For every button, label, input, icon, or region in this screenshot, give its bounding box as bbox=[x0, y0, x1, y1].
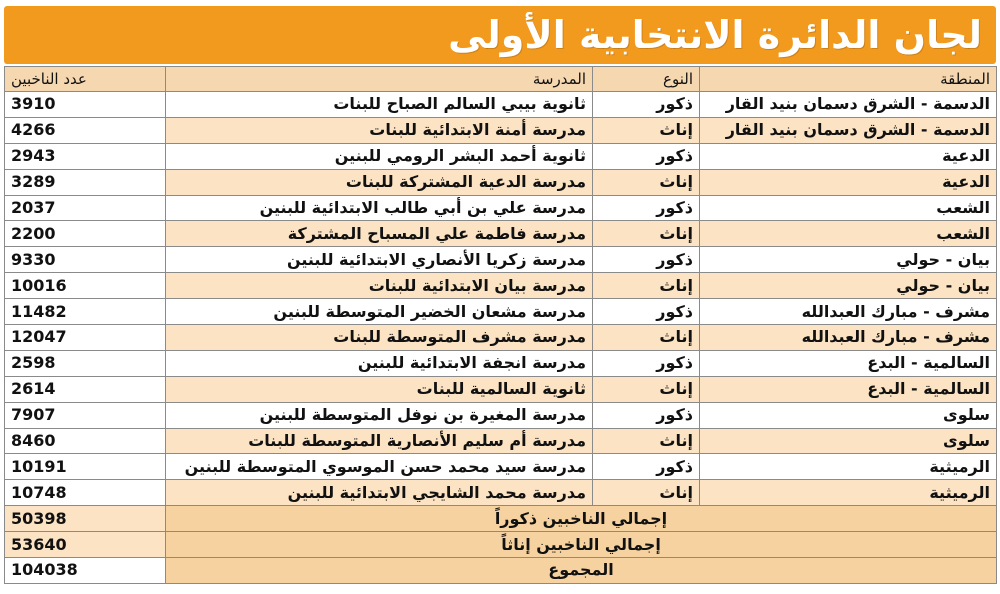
area-cell: الدسمة - الشرق دسمان بنيد القار bbox=[700, 117, 997, 143]
gender-cell: ذكور bbox=[593, 350, 700, 376]
table-row bbox=[5, 169, 997, 195]
school-name-cell: ثانوية بيبي السالم الصباح للبنات bbox=[166, 92, 593, 118]
title-banner bbox=[4, 6, 996, 64]
table-header-row bbox=[5, 67, 997, 92]
table-row bbox=[5, 273, 997, 299]
voter-count-cell: 12047 bbox=[5, 325, 166, 351]
totals-row bbox=[5, 506, 997, 532]
column-header-count: عدد الناخبين bbox=[5, 67, 166, 92]
voter-count-cell: 4266 bbox=[5, 117, 166, 143]
column-header-area: المنطقة bbox=[700, 67, 997, 92]
gender-cell: إناث bbox=[593, 428, 700, 454]
area-cell: الرميثية bbox=[700, 454, 997, 480]
totals-row bbox=[5, 558, 997, 584]
total-count-cell: 104038 bbox=[5, 558, 166, 584]
column-header-gender: النوع bbox=[593, 67, 700, 92]
voter-count-cell: 10016 bbox=[5, 273, 166, 299]
area-cell: سلوى bbox=[700, 428, 997, 454]
gender-cell: إناث bbox=[593, 221, 700, 247]
total-label-cell: المجموع bbox=[166, 558, 997, 584]
totals-row bbox=[5, 532, 997, 558]
voter-count-cell: 3289 bbox=[5, 169, 166, 195]
area-cell: السالمية - البدع bbox=[700, 376, 997, 402]
school-name-cell: مدرسة المغيرة بن نوفل المتوسطة للبنين bbox=[166, 402, 593, 428]
table-row bbox=[5, 428, 997, 454]
area-cell: بيان - حولي bbox=[700, 247, 997, 273]
voter-count-cell: 10191 bbox=[5, 454, 166, 480]
gender-cell: إناث bbox=[593, 376, 700, 402]
area-cell: الدسمة - الشرق دسمان بنيد القار bbox=[700, 92, 997, 118]
table-row bbox=[5, 92, 997, 118]
total-label-cell: إجمالي الناخبين إناثاً bbox=[166, 532, 997, 558]
table-row bbox=[5, 480, 997, 506]
gender-cell: ذكور bbox=[593, 143, 700, 169]
school-name-cell: مدرسة زكريا الأنصاري الابتدائية للبنين bbox=[166, 247, 593, 273]
area-cell: سلوى bbox=[700, 402, 997, 428]
voter-count-cell: 2200 bbox=[5, 221, 166, 247]
table-row bbox=[5, 143, 997, 169]
area-cell: مشرف - مبارك العبدالله bbox=[700, 325, 997, 351]
gender-cell: إناث bbox=[593, 169, 700, 195]
total-count-cell: 53640 bbox=[5, 532, 166, 558]
area-cell: مشرف - مبارك العبدالله bbox=[700, 299, 997, 325]
gender-cell: ذكور bbox=[593, 402, 700, 428]
school-name-cell: ثانوية السالمية للبنات bbox=[166, 376, 593, 402]
gender-cell: إناث bbox=[593, 273, 700, 299]
column-header-school: المدرسة bbox=[166, 67, 593, 92]
gender-cell: ذكور bbox=[593, 299, 700, 325]
voter-count-cell: 8460 bbox=[5, 428, 166, 454]
area-cell: بيان - حولي bbox=[700, 273, 997, 299]
area-cell: الشعب bbox=[700, 221, 997, 247]
table-row bbox=[5, 325, 997, 351]
school-name-cell: مدرسة الدعية المشتركة للبنات bbox=[166, 169, 593, 195]
voter-count-cell: 3910 bbox=[5, 92, 166, 118]
gender-cell: ذكور bbox=[593, 195, 700, 221]
school-name-cell: مدرسة علي بن أبي طالب الابتدائية للبنين bbox=[166, 195, 593, 221]
total-count-cell: 50398 bbox=[5, 506, 166, 532]
table-row bbox=[5, 117, 997, 143]
area-cell: الشعب bbox=[700, 195, 997, 221]
gender-cell: ذكور bbox=[593, 92, 700, 118]
gender-cell: ذكور bbox=[593, 454, 700, 480]
gender-cell: إناث bbox=[593, 117, 700, 143]
school-name-cell: مدرسة محمد الشايجي الابتدائية للبنين bbox=[166, 480, 593, 506]
voter-count-cell: 2614 bbox=[5, 376, 166, 402]
voter-count-cell: 9330 bbox=[5, 247, 166, 273]
voter-count-cell: 2598 bbox=[5, 350, 166, 376]
voter-count-cell: 11482 bbox=[5, 299, 166, 325]
school-name-cell: مدرسة مشعان الخضير المتوسطة للبنين bbox=[166, 299, 593, 325]
area-cell: الرميثية bbox=[700, 480, 997, 506]
school-name-cell: مدرسة مشرف المتوسطة للبنات bbox=[166, 325, 593, 351]
school-name-cell: ثانوية أحمد البشر الرومي للبنين bbox=[166, 143, 593, 169]
school-name-cell: مدرسة فاطمة علي المسباح المشتركة bbox=[166, 221, 593, 247]
school-name-cell: مدرسة بيان الابتدائية للبنات bbox=[166, 273, 593, 299]
gender-cell: ذكور bbox=[593, 247, 700, 273]
school-name-cell: مدرسة انجفة الابتدائية للبنين bbox=[166, 350, 593, 376]
gender-cell: إناث bbox=[593, 325, 700, 351]
table-row bbox=[5, 402, 997, 428]
voter-count-cell: 10748 bbox=[5, 480, 166, 506]
table-row bbox=[5, 221, 997, 247]
school-name-cell: مدرسة سيد محمد حسن الموسوي المتوسطة للبنين bbox=[166, 454, 593, 480]
gender-cell: إناث bbox=[593, 480, 700, 506]
total-label-cell: إجمالي الناخبين ذكوراً bbox=[166, 506, 997, 532]
table-row bbox=[5, 247, 997, 273]
voter-count-cell: 7907 bbox=[5, 402, 166, 428]
voter-count-cell: 2943 bbox=[5, 143, 166, 169]
table-row bbox=[5, 376, 997, 402]
area-cell: السالمية - البدع bbox=[700, 350, 997, 376]
committees-table bbox=[4, 66, 997, 584]
school-name-cell: مدرسة أم سليم الأنصارية المتوسطة للبنات bbox=[166, 428, 593, 454]
page-title: لجان الدائرة الانتخابية الأولى bbox=[448, 13, 982, 57]
table-row bbox=[5, 454, 997, 480]
school-name-cell: مدرسة أمنة الابتدائية للبنات bbox=[166, 117, 593, 143]
area-cell: الدعية bbox=[700, 169, 997, 195]
table-row bbox=[5, 299, 997, 325]
voter-count-cell: 2037 bbox=[5, 195, 166, 221]
table-row bbox=[5, 350, 997, 376]
table-body bbox=[5, 92, 997, 584]
area-cell: الدعية bbox=[700, 143, 997, 169]
table-row bbox=[5, 195, 997, 221]
